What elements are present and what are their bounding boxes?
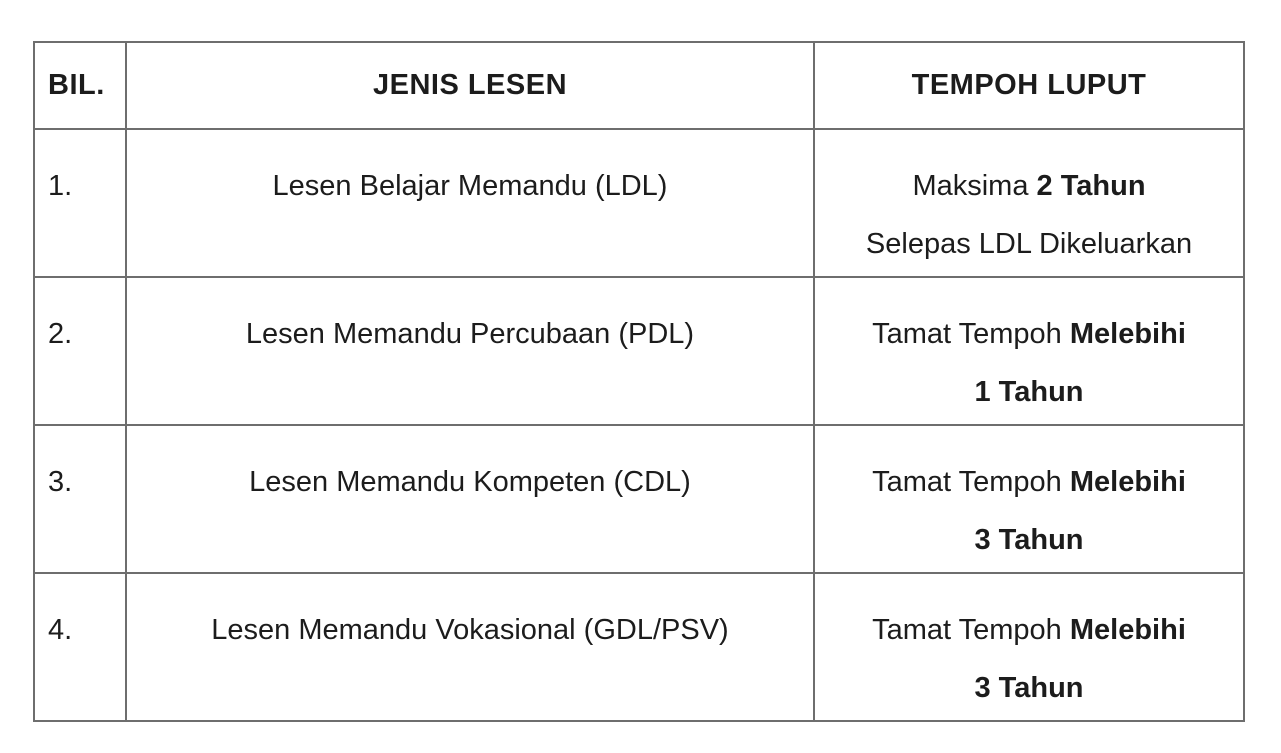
expiry-regular-text: Tamat Tempoh bbox=[872, 466, 1070, 498]
expiry-regular-text: Tamat Tempoh bbox=[872, 318, 1070, 350]
expiry-bold-text: 3 Tahun bbox=[974, 672, 1084, 704]
cell-license: Lesen Belajar Memandu (LDL) bbox=[126, 129, 814, 277]
header-row bbox=[34, 42, 1244, 129]
expiry-line-2 bbox=[816, 363, 1242, 421]
cell-no: 1. bbox=[34, 129, 126, 277]
cell-no: 4. bbox=[34, 573, 126, 721]
expiry-regular-text: Selepas LDL Dikeluarkan bbox=[865, 228, 1193, 260]
header-cell-jenis-lesen: JENIS LESEN bbox=[126, 42, 814, 129]
cell-no: 2. bbox=[34, 277, 126, 425]
expiry-line-1 bbox=[816, 601, 1242, 659]
expiry-line-1 bbox=[816, 305, 1242, 363]
license-expiry-table bbox=[33, 41, 1245, 722]
cell-license: Lesen Memandu Percubaan (PDL) bbox=[126, 277, 814, 425]
expiry-bold-text: 3 Tahun bbox=[974, 524, 1084, 556]
table-row bbox=[34, 573, 1244, 721]
expiry-line-2 bbox=[816, 511, 1242, 569]
header-cell-tempoh-luput: TEMPOH LUPUT bbox=[814, 42, 1244, 129]
table-row bbox=[34, 277, 1244, 425]
expiry-regular-text: Tamat Tempoh bbox=[872, 614, 1070, 646]
expiry-bold-text: Melebihi bbox=[1069, 466, 1186, 498]
cell-license: Lesen Memandu Vokasional (GDL/PSV) bbox=[126, 573, 814, 721]
expiry-line-1 bbox=[816, 157, 1242, 215]
table-row bbox=[34, 129, 1244, 277]
table-row bbox=[34, 425, 1244, 573]
cell-expiry bbox=[814, 573, 1244, 721]
cell-expiry bbox=[814, 277, 1244, 425]
cell-no: 3. bbox=[34, 425, 126, 573]
expiry-line-2 bbox=[816, 659, 1242, 717]
expiry-bold-text: Melebihi bbox=[1069, 318, 1186, 350]
header-cell-bil: BIL. bbox=[34, 42, 126, 129]
cell-expiry bbox=[814, 129, 1244, 277]
cell-license: Lesen Memandu Kompeten (CDL) bbox=[126, 425, 814, 573]
expiry-line-1 bbox=[816, 453, 1242, 511]
expiry-bold-text: 2 Tahun bbox=[1036, 170, 1146, 202]
cell-expiry bbox=[814, 425, 1244, 573]
expiry-bold-text: 1 Tahun bbox=[974, 376, 1084, 408]
expiry-line-2 bbox=[816, 215, 1242, 273]
expiry-bold-text: Melebihi bbox=[1069, 614, 1186, 646]
expiry-regular-text: Maksima bbox=[912, 170, 1037, 202]
